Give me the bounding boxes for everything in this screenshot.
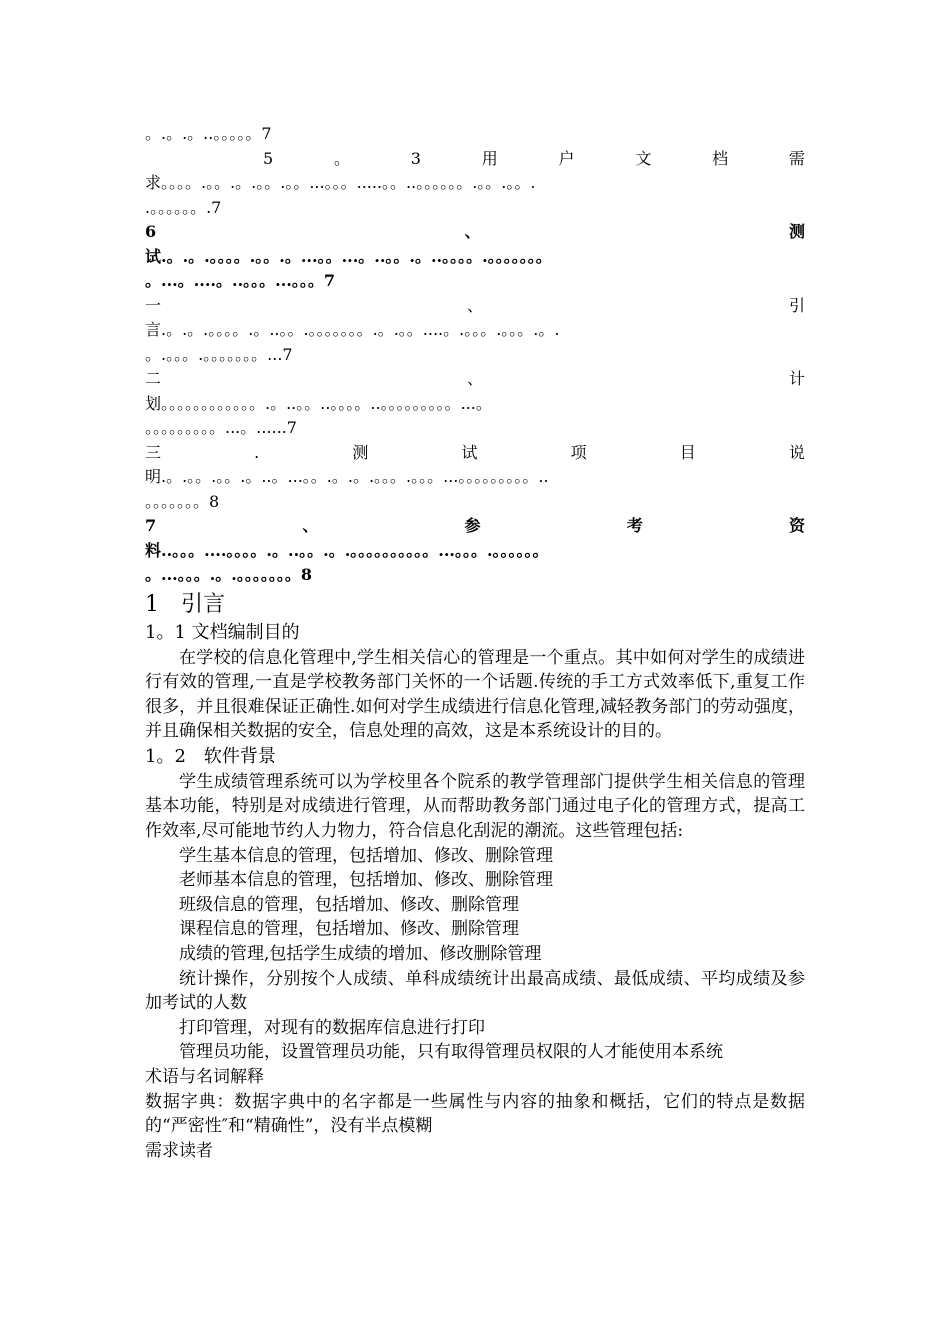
paragraph-data-dictionary: 数据字典：数据字典中的名字都是一些属性与内容的抽象和概括，它们的特点是数据的“严密性″和“精确性”，没有半点模糊 bbox=[145, 1091, 805, 1137]
list-item: 班级信息的管理，包括增加、修改、删除管理 bbox=[179, 894, 519, 915]
toc-text: 3 bbox=[410, 148, 421, 168]
toc-entry-2[interactable] bbox=[145, 367, 805, 392]
heading-software-background: 1。2 软件背景 bbox=[145, 745, 276, 767]
toc-text: 资 bbox=[788, 516, 805, 535]
toc-text: 户 bbox=[558, 148, 575, 168]
paragraph-background: 学生成绩管理系统可以为学校里各个院系的教学管理部门提供学生相关信息的管理基本功能，特别是对成绩进行管理，从而帮助教务部门通过电子化的管理方式，提高工作效率,尽可能地节约人力物力，符合信息化刮泥的潮流。这些管理包括: bbox=[145, 771, 805, 842]
toc-text: 三 bbox=[145, 442, 162, 462]
toc-line: 求。。。。.。。.。.。。.。。...。。。.....。。..。。。。。。.。。.。。. bbox=[145, 173, 536, 192]
toc-text: 6 bbox=[145, 222, 157, 241]
toc-line: 。...。。。.。.。。。。。。。8 bbox=[145, 565, 312, 584]
toc-text: 、 bbox=[302, 516, 319, 535]
list-item: 课程信息的管理，包括增加、修改、删除管理 bbox=[179, 919, 519, 940]
paragraph-purpose: 在学校的信息化管理中,学生相关信心的管理是一个重点。其中如何对学生的成绩进行有效的管理,一直是学校教务部门关怀的一个话题.传统的手工方式效率低下,重复工作很多，并且很难保证正确性.如何对学生成绩进行信息化管理,减轻教务部门的劳动强度，并且确保相关数据的安全，信息处理的高效，这是本系统设计的目的。 bbox=[145, 647, 805, 742]
toc-line: 。...。....。..。。。...。。。7 bbox=[145, 271, 335, 290]
toc-text: 、 bbox=[464, 222, 481, 241]
toc-text: 5 bbox=[263, 148, 274, 168]
toc-text: 参 bbox=[464, 516, 481, 535]
toc-line: 试.。.。.。。。。.。。.。...。。...。..。。.。..。。。。.。。。。。。。 bbox=[145, 246, 552, 266]
list-item: 成绩的管理,包括学生成绩的增加、修改删除管理 bbox=[179, 944, 542, 965]
toc-entry-5-3[interactable] bbox=[145, 147, 805, 172]
toc-text: 测 bbox=[788, 222, 805, 241]
document-content bbox=[145, 122, 805, 1163]
toc-text: 计 bbox=[788, 369, 805, 388]
toc-text: 说 bbox=[788, 442, 805, 462]
toc-text: . bbox=[254, 442, 260, 462]
toc-text: 目 bbox=[679, 442, 696, 462]
toc-line: .。。。。。。.7 bbox=[145, 197, 222, 217]
toc-text: 需 bbox=[788, 148, 805, 168]
toc-entry-7[interactable] bbox=[145, 514, 805, 539]
toc-text: 7 bbox=[145, 516, 157, 535]
toc-text: 试 bbox=[461, 442, 478, 462]
list-item: 老师基本信息的管理，包括增加、修改、删除管理 bbox=[179, 870, 553, 891]
list-item: 学生基本信息的管理，包括增加、修改、删除管理 bbox=[179, 845, 553, 866]
toc-text: 。 bbox=[333, 148, 350, 168]
toc-line: 。。。。。。。8 bbox=[145, 491, 220, 511]
toc-text: 文 bbox=[635, 148, 652, 168]
heading-introduction: 1 引言 bbox=[145, 591, 225, 617]
toc-text: 测 bbox=[352, 442, 369, 462]
toc-text: 项 bbox=[570, 442, 587, 462]
toc-line: 言.。.。.。。。。.。..。。.。。。。。。。.。.。。....。.。。。.。。。.。. bbox=[145, 320, 560, 339]
toc-text: 二 bbox=[145, 369, 162, 388]
toc-line: 明.。.。。.。。.。..。...。。.。.。.。。。.。。。...。。。。。。。。。.. bbox=[145, 467, 549, 486]
toc-text: 、 bbox=[466, 369, 483, 388]
heading-document-purpose: 1。1 文档编制目的 bbox=[145, 621, 300, 643]
toc-text: 档 bbox=[712, 148, 729, 168]
toc-line: 。.。。。.。。。。。。。...7 bbox=[145, 344, 293, 364]
list-item: 打印管理，对现有的数据库信息进行打印 bbox=[179, 1017, 485, 1038]
toc-entry-3[interactable] bbox=[145, 441, 805, 466]
toc-text: 一 bbox=[145, 295, 162, 315]
toc-line: 。。。。。。。。。...。......7 bbox=[145, 418, 297, 437]
heading-readers: 需求读者 bbox=[145, 1140, 213, 1161]
toc-line: 划。。。。。。。。。。。。.。..。。..。。。。..。。。。。。。。。...。 bbox=[145, 393, 492, 413]
list-item: 管理员功能，设置管理员功能，只有取得管理员权限的人才能使用本系统 bbox=[179, 1042, 723, 1063]
toc-text: 用 bbox=[481, 148, 498, 168]
heading-terms: 术语与名词解释 bbox=[145, 1067, 264, 1087]
toc-line: 料..。。。....。。。。.。..。。.。.。。。。。。。。。。...。。。.。。。。。。 bbox=[145, 540, 549, 560]
toc-line: 。.。.。..。。。。。7 bbox=[145, 124, 272, 143]
toc-text: 引 bbox=[788, 295, 805, 315]
toc-entry-1[interactable] bbox=[145, 294, 805, 319]
list-item: 统计操作，分别按个人成绩、单科成绩统计出最高成绩、最低成绩、平均成绩及参加考试的人数 bbox=[145, 968, 805, 1014]
table-of-contents bbox=[145, 122, 805, 588]
toc-entry-6[interactable] bbox=[145, 220, 805, 245]
toc-text: 考 bbox=[626, 516, 643, 535]
toc-text: 、 bbox=[466, 295, 483, 315]
